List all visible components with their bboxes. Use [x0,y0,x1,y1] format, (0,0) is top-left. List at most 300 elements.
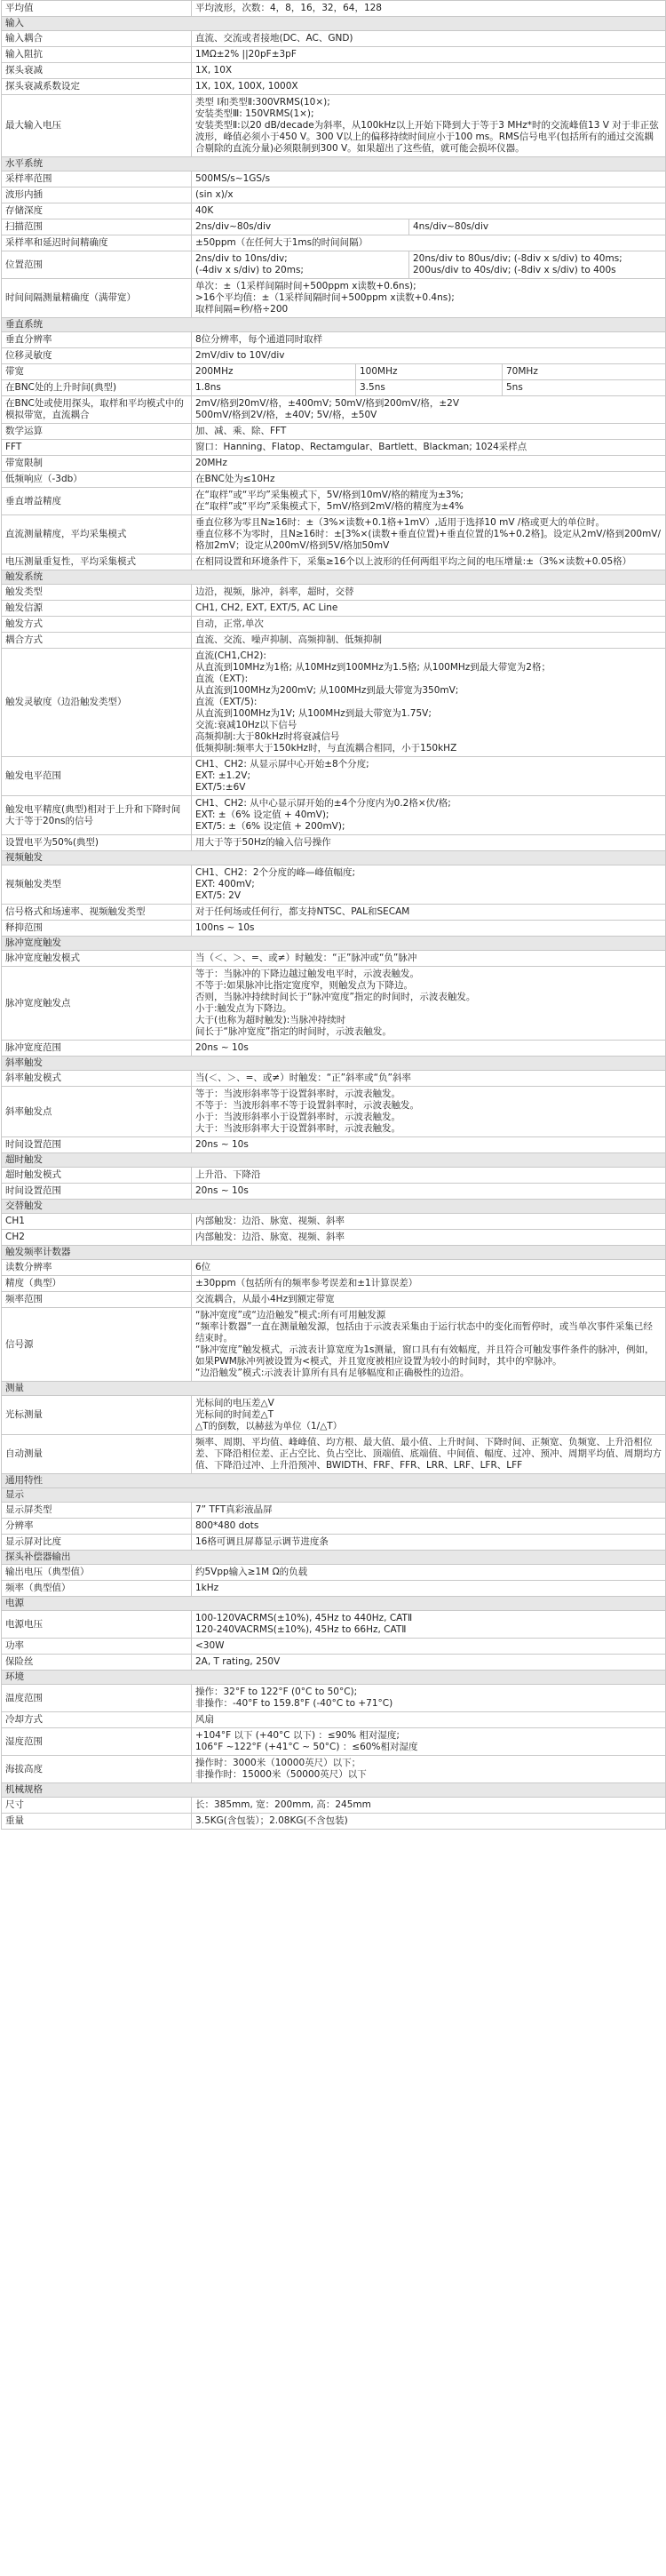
spec-value [192,1519,666,1535]
spec-value [409,219,666,235]
spec-label: 时间设置范围 [2,1184,192,1200]
section-header-row [2,937,666,951]
spec-label: 波形内插 [2,187,192,203]
spec-row [2,472,666,488]
spec-label: 信号格式和场速率、视频触发类型 [2,905,192,921]
spec-label: CH2 [2,1230,192,1246]
spec-value-line: 低频抑制:频率大于150kHz时，与直流耦合相同，小于150kHZ [195,743,457,754]
spec-value-line: 100ns ~ 10s [195,922,255,933]
spec-label: 电压测量重复性，平均采集模式 [2,554,192,570]
section-header-row [2,1671,666,1685]
spec-value-line: 106°F ~122°F (+41°C ~ 50°C) ：≤60%相对湿度 [195,1742,418,1752]
section-title: 交替触发 [2,1200,666,1214]
spec-value-line: 操作：32°F to 122°F (0°C to 50°C); [195,1687,358,1697]
spec-value [192,47,666,63]
spec-value-line: 从直流到100MHz为200mV; 从100MHz到最大带宽为350mV; [195,685,459,696]
spec-row [2,31,666,47]
spec-value [192,1503,666,1519]
spec-value [192,585,666,601]
spec-row [2,601,666,617]
section-header-row [2,1551,666,1565]
spec-label: 设置电平为50%(典型) [2,835,192,851]
spec-value [192,472,666,488]
spec-value-line: 直流、交流、噪声抑制、高频抑制、低频抑制 [195,634,382,645]
spec-row [2,835,666,851]
spec-row [2,1041,666,1057]
spec-value [192,332,666,348]
spec-row [2,617,666,633]
spec-label: 海拔高度 [2,1756,192,1783]
spec-value [192,424,666,440]
section-header-row [2,318,666,332]
spec-table-body [2,1,666,1830]
spec-value [192,905,666,921]
spec-value [192,835,666,851]
spec-row [2,757,666,796]
spec-value-line: EXT/5:±6V [195,782,246,793]
spec-value-line: 8位分辨率，每个通道同时取样 [195,334,323,345]
spec-label: FFT [2,440,192,456]
spec-label: 电源电压 [2,1611,192,1639]
spec-label: 精度（典型） [2,1276,192,1292]
spec-value-line: 约5Vpp输入≥1M Ω的负载 [195,1567,308,1577]
spec-row [2,187,666,203]
section-title: 输入 [2,17,666,31]
section-header-row [2,1488,666,1503]
spec-value-line: 上升沿、下降沿 [195,1169,261,1180]
spec-value [192,1712,666,1728]
spec-value [192,171,666,187]
spec-row [2,921,666,937]
spec-value-line: 16格可调且屏幕显示调节进度条 [195,1536,329,1547]
spec-value-line: “频率计数器”一直在测量触发源，包括由于示波表采集由于运行状态中的变化而暂停时，或当单次事件采集已经结束时。 [195,1321,653,1344]
spec-label: 分辨率 [2,1519,192,1535]
spec-value [192,515,666,554]
section-header-row [2,157,666,171]
spec-value-line: 自动，正常,单次 [195,618,264,629]
spec-value-line: 从直流到100MHz为1V; 从100MHz到最大带宽为1.75V; [195,708,432,719]
spec-value-line: 1kHz [195,1583,219,1593]
section-header-row [2,1153,666,1168]
spec-row [2,1087,666,1137]
spec-value-line: 加、减、乘、除、FFT [195,426,287,436]
spec-value-line: 大于(也称为超时触发):当脉冲持续时 [195,1015,346,1025]
spec-value-line: 500MS/s~1GS/s [195,173,271,184]
spec-row [2,1071,666,1087]
spec-value-line: 边沿，视频，脉冲，斜率，超时，交替 [195,586,354,597]
spec-label: 频率范围 [2,1292,192,1308]
section-header-row [2,851,666,865]
spec-value-line: 小于：当波形斜率小于设置斜率时，示波表触发。 [195,1112,400,1122]
spec-label: 扫描范围 [2,219,192,235]
spec-value-line: 平均波形，次数：4，8，16，32，64，128 [195,3,382,13]
spec-value [192,1798,666,1814]
spec-value-line: 在相同设置和环境条件下，采集≥16个以上波形的任何两组平均之间的电压增量:±（3%×读数+0.05格） [195,556,632,567]
section-header-row [2,1783,666,1798]
spec-row [2,348,666,364]
spec-value-line: CH1, CH2, EXT, EXT/5, AC Line [195,602,338,613]
spec-value [192,1230,666,1246]
spec-value-line: “脉冲宽度”或“边沿触发”模式:所有可用触发源 [195,1310,386,1320]
spec-value-line: EXT: 400mV; [195,879,255,889]
spec-value-line: 800*480 dots [195,1520,259,1531]
spec-value-line: 不等于：当波形斜率不等于设置斜率时，示波表触发。 [195,1100,419,1111]
spec-row [2,1685,666,1712]
section-header-row [2,1597,666,1611]
spec-label: 平均值 [2,1,192,17]
spec-label: 信号源 [2,1308,192,1382]
spec-row [2,1435,666,1474]
spec-label: 存储深度 [2,203,192,219]
spec-value [192,1396,666,1435]
spec-value-line: “边沿触发”模式:示波表计算所有具有足够幅度和正确极性的边沿。 [195,1368,470,1378]
spec-value-line: +104°F 以下 (+40°C 以下) ：≤90% 相对湿度; [195,1730,400,1741]
spec-label: 触发信源 [2,601,192,617]
spec-value-line: 直流（EXT): [195,674,249,684]
section-header-row [2,1200,666,1214]
spec-label: 在BNC处或使用探头，取样和平均模式中的模拟带宽，直流耦合 [2,396,192,424]
section-header-row [2,17,666,31]
spec-label: 最大输入电压 [2,95,192,157]
spec-value-line: 间长于“脉冲宽度”指定的时间时，示波表触发。 [195,1026,392,1037]
spec-label: 斜率触发模式 [2,1071,192,1087]
spec-value [192,1276,666,1292]
section-title: 垂直系统 [2,318,666,332]
spec-value [192,1685,666,1712]
spec-row [2,1308,666,1382]
spec-row [2,951,666,967]
spec-value [192,1308,666,1382]
spec-value-line: 频率、周期、平均值、峰峰值、均方根、最大值、最小值、上升时间、下降时间、正频宽、负频宽、上升沿相位差、下降沿相位差、正占空比、负占空比、顶端值、底端值、中间值、幅度、过冲、预冲、周期平均值、周期均方值、下降沿过冲、上升沿预冲、BWIDTH、FRF、FFR、LRR、LRF、LFR、LFF [195,1437,662,1471]
spec-label: 冷却方式 [2,1712,192,1728]
section-title: 脉冲宽度触发 [2,937,666,951]
spec-row [2,440,666,456]
spec-label: 超时触发模式 [2,1168,192,1184]
spec-row [2,1639,666,1655]
spec-label: 斜率触发点 [2,1087,192,1137]
spec-value-line: CH1、CH2: 从中心显示屏开始的±4个分度内为0.2格×伏/格; [195,798,451,809]
section-title: 斜率触发 [2,1057,666,1071]
spec-value-line: 在“取样”或“平均”采集模式下，5mV/格到2mV/格的精度为±4% [195,501,464,512]
spec-value [192,31,666,47]
spec-value [192,456,666,472]
section-title: 显示 [2,1488,666,1503]
spec-value [192,1184,666,1200]
spec-value-line: 垂直位移不为零时，且N≥16时：±[3%×(读数+垂直位置)+垂直位置的1%+0.2格]。设定从2mV/格到200mV/格加2mV；设定从200mV/格到5V/格加50mV [195,529,662,551]
spec-row [2,456,666,472]
spec-value [192,921,666,937]
spec-value-line: 用大于等于50Hz的输入信号操作 [195,837,331,848]
spec-label: 释抑范围 [2,921,192,937]
spec-value-line: 20ns ~ 10s [195,1042,249,1053]
spec-row [2,47,666,63]
spec-value [192,219,409,235]
spec-value-line: 非操作时：15000米（50000英尺）以下 [195,1769,367,1780]
spec-value-line: 1X, 10X, 100X, 1000X [195,81,298,92]
spec-value-line: 大于：当波形斜率大于设置斜率时，示波表触发。 [195,1123,400,1134]
spec-value-line: 内部触发：边沿、脉宽、视频、斜率 [195,1216,345,1226]
spec-value-line: 直流(CH1,CH2): [195,650,266,661]
spec-label: 视频触发类型 [2,865,192,905]
spec-row [2,63,666,79]
spec-value-line: 20ns ~ 10s [195,1139,249,1150]
spec-value [409,251,666,279]
spec-value-line: 对于任何场或任何行，都支持NTSC、PAL和SECAM [195,906,410,917]
spec-value [192,951,666,967]
spec-value-line: EXT/5: 2V [195,890,242,901]
spec-value [192,79,666,95]
spec-label: 重量 [2,1814,192,1830]
spec-value-line: EXT: ±1.2V; [195,770,250,781]
spec-value-line: <30W [195,1640,225,1651]
spec-value [192,1565,666,1581]
spec-value [192,1260,666,1276]
spec-value-line: 20ns/div to 80us/div; (-8div x s/div) to 40ms; [413,253,622,264]
spec-value [192,1041,666,1057]
spec-row [2,488,666,515]
spec-label: 低频响应（-3db） [2,472,192,488]
spec-row [2,1260,666,1276]
spec-label: CH1 [2,1214,192,1230]
spec-value [192,1214,666,1230]
spec-value-line: △T的倒数，以赫兹为单位（1/△T） [195,1421,343,1432]
spec-label: 湿度范围 [2,1728,192,1756]
spec-value-line: 2ns/div~80s/div [195,221,272,232]
spec-value-line: 否则，当脉冲持续时间长于“脉冲宽度”指定的时间时，示波表触发。 [195,992,476,1002]
section-title: 水平系统 [2,157,666,171]
section-header-row [2,1246,666,1260]
spec-value-line: 200us/div to 40s/div; (-8div x s/div) to 400s [413,265,616,275]
spec-label: 数学运算 [2,424,192,440]
spec-row [2,1396,666,1435]
spec-label: 读数分辨率 [2,1260,192,1276]
spec-value-line: 2ns/div to 10ns/div; [195,253,288,264]
spec-value-line: 垂直位移为零且N≥16时：±（3%×读数+0.1格+1mV）,适用于选择10 mV /格或更大的单位时。 [195,517,605,528]
spec-row [2,380,666,396]
spec-label: 显示屏类型 [2,1503,192,1519]
spec-label: 探头衰减 [2,63,192,79]
spec-row [2,364,666,380]
spec-value [192,1137,666,1153]
spec-label: 垂直增益精度 [2,488,192,515]
spec-row [2,796,666,835]
spec-row [2,203,666,219]
spec-row [2,1214,666,1230]
spec-row [2,251,666,279]
spec-value [192,617,666,633]
spec-label: 输入耦合 [2,31,192,47]
spec-label: 直流测量精度，平均采集模式 [2,515,192,554]
spec-value [192,95,666,157]
section-header-row [2,570,666,585]
spec-value-line: 当(＜、＞、=、或≠）时触发：“正”斜率或“负”斜率 [195,1073,411,1083]
spec-value: 200MHz [192,364,356,380]
spec-value-line: 在BNC处为≤10Hz [195,474,275,484]
spec-value [192,1,666,17]
spec-row [2,332,666,348]
spec-value-line: (-4div x s/div) to 20ms; [195,265,304,275]
spec-value [192,348,666,364]
spec-row [2,171,666,187]
spec-row [2,1756,666,1783]
spec-value-line: 窗口：Hanning、Flatop、Rectamgular、Bartlett、Blackman; 1024采样点 [195,442,527,452]
spec-label: 在BNC处的上升时间(典型) [2,380,192,396]
spec-row [2,515,666,554]
spec-value [192,203,666,219]
spec-row [2,235,666,251]
spec-row [2,1292,666,1308]
section-title: 触发频率计数器 [2,1246,666,1260]
spec-value-line: 等于：当脉冲的下降边越过触发电平时，示波表触发。 [195,969,419,979]
spec-row [2,1,666,17]
spec-value [192,649,666,757]
spec-row [2,1611,666,1639]
spec-row [2,905,666,921]
spec-value-line: ±30ppm（包括所有的频率参考误差和±1计算误差） [195,1278,418,1288]
spec-value [192,1655,666,1671]
spec-value-line: 取样间隔=秒/格÷200 [195,304,289,315]
spec-label: 尺寸 [2,1798,192,1814]
spec-table [1,0,666,1830]
spec-row [2,1565,666,1581]
spec-value: 100MHz [356,364,503,380]
spec-value-line: 20MHz [195,458,227,468]
spec-row [2,1712,666,1728]
section-title: 超时触发 [2,1153,666,1168]
spec-value [192,63,666,79]
spec-row [2,1519,666,1535]
spec-row [2,279,666,318]
spec-label: 耦合方式 [2,633,192,649]
spec-label: 温度范围 [2,1685,192,1712]
spec-value-line: 从直流到10MHz为1格; 从10MHz到100MHz为1.5格; 从100MHz到最大带宽为2格； [195,662,551,673]
spec-value [192,1728,666,1756]
spec-value-line: 4ns/div~80s/div [413,221,489,232]
spec-label: 带宽限制 [2,456,192,472]
spec-row [2,1184,666,1200]
spec-value [192,601,666,617]
spec-row [2,554,666,570]
spec-value-line: 内部触发：边沿、脉宽、视频、斜率 [195,1232,345,1242]
spec-value [192,1435,666,1474]
spec-row [2,95,666,157]
spec-value-line: ±50ppm（在任何大于1ms的时间间隔） [195,237,369,248]
spec-row [2,1814,666,1830]
spec-row [2,1535,666,1551]
spec-row [2,79,666,95]
spec-label: 位置范围 [2,251,192,279]
spec-row [2,1137,666,1153]
spec-label: 垂直分辨率 [2,332,192,348]
spec-value-line: 100-120VACRMS(±10%), 45Hz to 440Hz, CATⅡ [195,1613,413,1623]
spec-value-line: 风扇 [195,1714,214,1725]
spec-row [2,633,666,649]
spec-value-line: 120-240VACRMS(±10%), 45Hz to 66Hz, CATⅡ [195,1624,407,1635]
spec-value [192,554,666,570]
section-title: 环境 [2,1671,666,1685]
spec-row [2,1728,666,1756]
section-title: 通用特性 [2,1474,666,1488]
spec-row [2,396,666,424]
spec-value [192,1756,666,1783]
spec-value: 70MHz [503,364,666,380]
spec-value-line: 3.5KG(含包装）；2.08KG(不含包装) [195,1815,348,1826]
spec-value-line: 交流耦合，从最小4Hz到额定带宽 [195,1294,335,1304]
spec-label: 输入阻抗 [2,47,192,63]
spec-label: 时间设置范围 [2,1137,192,1153]
spec-value-line: >16个平均值：±（1采样间隔时间+500ppm x读数+0.4ns); [195,292,455,303]
spec-row [2,219,666,235]
spec-value [192,1814,666,1830]
spec-value-line: EXT/5: ±（6% 设定值 + 200mV); [195,821,345,832]
spec-value-line: 直流（EXT/5): [195,697,258,707]
section-title: 电源 [2,1597,666,1611]
spec-value [192,251,409,279]
spec-label: 保险丝 [2,1655,192,1671]
spec-value [192,1639,666,1655]
spec-label: 触发电平精度(典型)相对于上升和下降时间大于等于20ns的信号 [2,796,192,835]
spec-label: 时间间隔测量精确度（满带宽） [2,279,192,318]
spec-value-line: 操作时：3000米（10000英尺）以下； [195,1758,361,1768]
section-header-row [2,1057,666,1071]
spec-label: 脉冲宽度触发模式 [2,951,192,967]
spec-value-line: 不等于:如果脉冲比指定宽度窄，则触发点为下降边。 [195,980,414,991]
spec-label: 光标测量 [2,1396,192,1435]
spec-label: 采样率范围 [2,171,192,187]
spec-value-line: 500mV/格到2V/格，±40V; 5V/格，±50V [195,410,377,420]
spec-value: 1.8ns [192,380,356,396]
section-title: 触发系统 [2,570,666,585]
spec-value-line: CH1、CH2：2个分度的峰—峰值幅度; [195,867,356,878]
spec-value-line: 2mV/格到20mV/格，±400mV; 50mV/格到200mV/格，±2V [195,398,460,409]
spec-label: 触发方式 [2,617,192,633]
spec-label: 显示屏对比度 [2,1535,192,1551]
spec-value-line: EXT: ±（6% 设定值 + 40mV); [195,809,329,820]
spec-value-line: 等于：当波形斜率等于设置斜率时，示波表触发。 [195,1089,400,1099]
spec-value-line: 40K [195,205,214,216]
spec-value-line: (sin x)/x [195,189,234,200]
spec-value-line: 1X, 10X [195,65,233,76]
spec-row [2,1655,666,1671]
spec-value-line: 光标间的时间差△T [195,1409,274,1420]
spec-value-line: 长：385mm, 宽：200mm, 高：245mm [195,1799,371,1810]
spec-label: 功率 [2,1639,192,1655]
spec-value [192,796,666,835]
spec-value [192,1535,666,1551]
spec-row [2,967,666,1041]
spec-value-line: 交流:衰减10Hz以下信号 [195,720,297,730]
spec-label: 脉冲宽度范围 [2,1041,192,1057]
spec-value: 3.5ns [356,380,503,396]
spec-value-line: 2mV/div to 10V/div [195,350,285,361]
spec-value [192,279,666,318]
spec-value-line: 类型 Ⅰ和类型Ⅱ:300VRMS(10×); [195,97,330,108]
spec-value [192,967,666,1041]
spec-value-line: 单次：±（1采样间隔时间+500ppm x读数+0.6ns); [195,281,416,291]
spec-value [192,757,666,796]
spec-value-line: 当（＜、＞、=、或≠）时触发：“正”脉冲或“负”脉冲 [195,953,417,963]
spec-row [2,1168,666,1184]
spec-label: 频率（典型值） [2,1581,192,1597]
spec-value-line: “脉冲宽度”触发模式，示波表计算宽度为1s测量，窗口具有有效幅度，并且符合可触发事件条件的脉冲，例如，如果PWM脉冲列被设置为<模式，并且宽度被相应设置为较小的时间时，其中的窄脉冲。 [195,1344,654,1367]
spec-value [192,633,666,649]
section-header-row [2,1382,666,1396]
spec-label: 输出电压（典型值） [2,1565,192,1581]
spec-value-line: CH1、CH2: 从显示屏中心开始±8个分度; [195,759,369,770]
spec-value-line: 安装类型Ⅲ: 150VRMS(1×); [195,108,314,119]
section-title: 探头补偿器输出 [2,1551,666,1565]
spec-value-line: 6位 [195,1262,211,1272]
